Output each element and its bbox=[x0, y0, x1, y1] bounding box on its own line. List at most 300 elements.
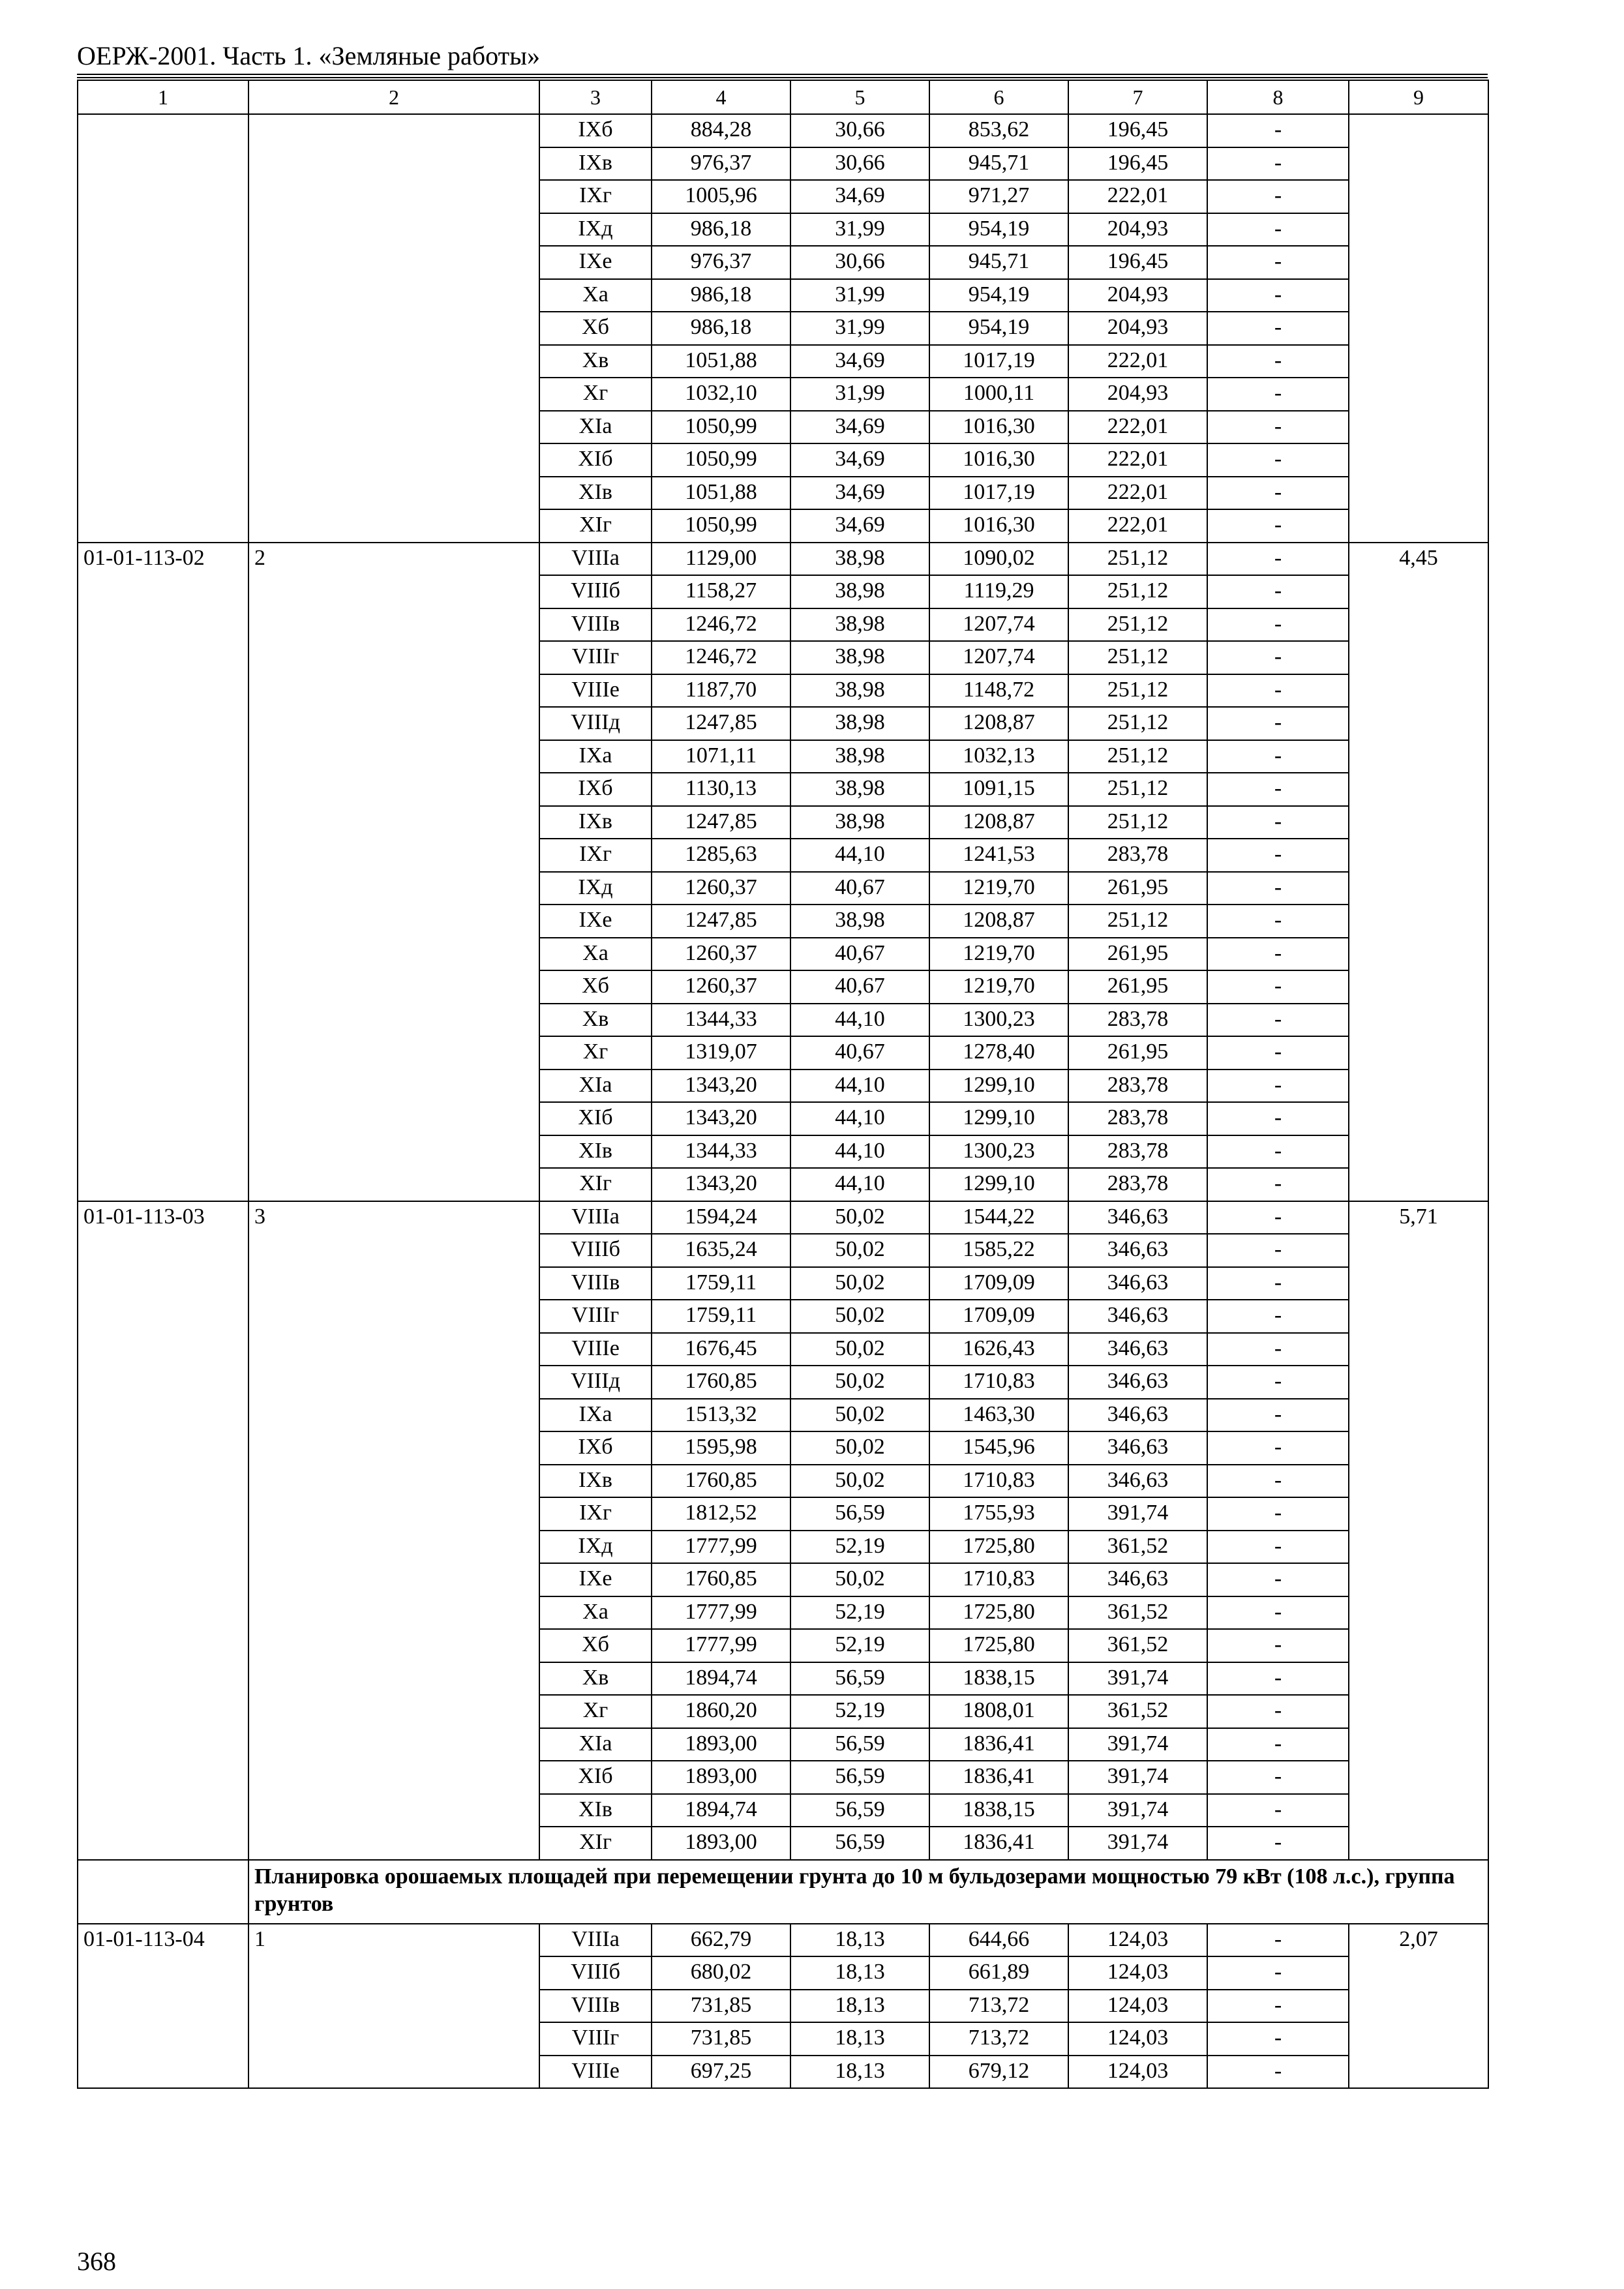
table-cell: XIб bbox=[539, 443, 652, 477]
table-cell: 1725,80 bbox=[929, 1629, 1068, 1662]
table-cell: 1344,33 bbox=[652, 1004, 790, 1037]
table-cell: 945,71 bbox=[929, 147, 1068, 181]
table-cell: - bbox=[1207, 1695, 1349, 1728]
table-cell: 986,18 bbox=[652, 213, 790, 247]
table-cell: - bbox=[1207, 575, 1349, 608]
table-cell: Xа bbox=[539, 938, 652, 971]
table-cell: - bbox=[1207, 1728, 1349, 1761]
table-cell: 1278,40 bbox=[929, 1036, 1068, 1070]
table-cell: 251,12 bbox=[1068, 740, 1207, 773]
table-cell: - bbox=[1207, 1300, 1349, 1333]
column-number: 7 bbox=[1068, 80, 1207, 114]
table-cell: 31,99 bbox=[790, 378, 929, 411]
table-cell: - bbox=[1207, 1531, 1349, 1564]
table-cell: 251,12 bbox=[1068, 905, 1207, 938]
table-cell: 1260,37 bbox=[652, 938, 790, 971]
table-cell: 1017,19 bbox=[929, 477, 1068, 510]
table-cell: 1676,45 bbox=[652, 1333, 790, 1366]
table-cell: - bbox=[1207, 246, 1349, 279]
table-cell: 391,74 bbox=[1068, 1794, 1207, 1827]
table-cell: 1812,52 bbox=[652, 1497, 790, 1531]
table-cell: 251,12 bbox=[1068, 806, 1207, 839]
table-cell: - bbox=[1207, 2022, 1349, 2056]
table-cell: - bbox=[1207, 1956, 1349, 1990]
table-cell: 50,02 bbox=[790, 1333, 929, 1366]
table-cell: XIг bbox=[539, 509, 652, 543]
table-cell: 44,10 bbox=[790, 1004, 929, 1037]
table-cell: 346,63 bbox=[1068, 1399, 1207, 1432]
table-cell: 853,62 bbox=[929, 114, 1068, 147]
table-cell: XIа bbox=[539, 1070, 652, 1103]
table-cell: 38,98 bbox=[790, 740, 929, 773]
table-cell: - bbox=[1207, 1267, 1349, 1300]
table-cell: 1051,88 bbox=[652, 345, 790, 378]
table-cell: 1207,74 bbox=[929, 641, 1068, 674]
table-cell: 38,98 bbox=[790, 575, 929, 608]
table-cell: 1463,30 bbox=[929, 1399, 1068, 1432]
column-number: 6 bbox=[929, 80, 1068, 114]
table-cell: 204,93 bbox=[1068, 312, 1207, 345]
column-number: 5 bbox=[790, 80, 929, 114]
table-cell: 1016,30 bbox=[929, 509, 1068, 543]
table-cell: - bbox=[1207, 707, 1349, 740]
table-cell: 1148,72 bbox=[929, 674, 1068, 708]
table-cell: 954,19 bbox=[929, 312, 1068, 345]
table-cell: - bbox=[1207, 509, 1349, 543]
table-cell: 31,99 bbox=[790, 213, 929, 247]
table-cell: 954,19 bbox=[929, 279, 1068, 312]
table-cell: 361,52 bbox=[1068, 1629, 1207, 1662]
table-cell: 251,12 bbox=[1068, 543, 1207, 576]
table-cell: 56,59 bbox=[790, 1827, 929, 1860]
table-cell: 124,03 bbox=[1068, 1990, 1207, 2023]
table-cell: 1836,41 bbox=[929, 1728, 1068, 1761]
table-cell: 204,93 bbox=[1068, 378, 1207, 411]
table-cell: - bbox=[1207, 345, 1349, 378]
table-cell: 1032,13 bbox=[929, 740, 1068, 773]
table-cell: 56,59 bbox=[790, 1497, 929, 1531]
column-9-cell: 2,07 bbox=[1349, 1924, 1488, 2089]
table-cell: VIIIб bbox=[539, 1956, 652, 1990]
table-cell: - bbox=[1207, 1596, 1349, 1630]
table-cell: 18,13 bbox=[790, 2056, 929, 2089]
section-title-row bbox=[78, 1860, 1488, 1924]
rates-table bbox=[77, 80, 1489, 2089]
table-cell: 1777,99 bbox=[652, 1531, 790, 1564]
table-cell: 50,02 bbox=[790, 1366, 929, 1399]
table-cell: Xг bbox=[539, 1695, 652, 1728]
table-cell: 1710,83 bbox=[929, 1366, 1068, 1399]
table-cell: - bbox=[1207, 1201, 1349, 1234]
table-cell: 261,95 bbox=[1068, 1036, 1207, 1070]
table-cell: 1071,11 bbox=[652, 740, 790, 773]
table-cell: 40,67 bbox=[790, 1036, 929, 1070]
table-cell: 38,98 bbox=[790, 674, 929, 708]
table-cell: XIа bbox=[539, 1728, 652, 1761]
table-cell: 30,66 bbox=[790, 114, 929, 147]
table-cell: Xб bbox=[539, 312, 652, 345]
table-cell: 391,74 bbox=[1068, 1728, 1207, 1761]
table-cell: 44,10 bbox=[790, 1135, 929, 1169]
table-cell: 1755,93 bbox=[929, 1497, 1068, 1531]
table-cell: VIIIа bbox=[539, 1924, 652, 1957]
table-cell: 44,10 bbox=[790, 1168, 929, 1201]
table-cell: - bbox=[1207, 839, 1349, 872]
table-cell: 50,02 bbox=[790, 1465, 929, 1498]
table-cell: 40,67 bbox=[790, 970, 929, 1004]
table-cell: IXа bbox=[539, 1399, 652, 1432]
table-cell: 1208,87 bbox=[929, 806, 1068, 839]
table-cell: XIа bbox=[539, 411, 652, 444]
table-cell: 52,19 bbox=[790, 1531, 929, 1564]
table-cell: IXа bbox=[539, 740, 652, 773]
column-number: 2 bbox=[248, 80, 539, 114]
table-cell: - bbox=[1207, 1070, 1349, 1103]
soil-group-cell bbox=[248, 114, 539, 543]
table-cell: IXг bbox=[539, 180, 652, 213]
table-cell: IXе bbox=[539, 246, 652, 279]
table-cell: 124,03 bbox=[1068, 2022, 1207, 2056]
table-cell: 18,13 bbox=[790, 2022, 929, 2056]
table-cell: 1246,72 bbox=[652, 608, 790, 642]
table-cell: 713,72 bbox=[929, 1990, 1068, 2023]
table-cell: 251,12 bbox=[1068, 674, 1207, 708]
column-9-cell bbox=[1349, 114, 1488, 543]
table-cell: 31,99 bbox=[790, 312, 929, 345]
table-cell: 986,18 bbox=[652, 312, 790, 345]
table-cell: - bbox=[1207, 378, 1349, 411]
table-cell: 1725,80 bbox=[929, 1596, 1068, 1630]
table-cell: 1893,00 bbox=[652, 1827, 790, 1860]
table-cell: VIIIа bbox=[539, 543, 652, 576]
table-cell: 1241,53 bbox=[929, 839, 1068, 872]
table-cell: 204,93 bbox=[1068, 213, 1207, 247]
table-cell: IXе bbox=[539, 1563, 652, 1596]
table-cell: 283,78 bbox=[1068, 1070, 1207, 1103]
table-cell: 346,63 bbox=[1068, 1333, 1207, 1366]
table-cell: 1710,83 bbox=[929, 1465, 1068, 1498]
table-cell: 954,19 bbox=[929, 213, 1068, 247]
table-cell: XIб bbox=[539, 1102, 652, 1135]
table-cell: 1032,10 bbox=[652, 378, 790, 411]
column-number-row bbox=[78, 80, 1488, 114]
table-cell: 1219,70 bbox=[929, 872, 1068, 905]
table-cell: - bbox=[1207, 477, 1349, 510]
table-cell: - bbox=[1207, 443, 1349, 477]
table-cell: 1709,09 bbox=[929, 1267, 1068, 1300]
table-cell: 18,13 bbox=[790, 1956, 929, 1990]
rates-table-body bbox=[78, 80, 1488, 2088]
table-cell: - bbox=[1207, 1563, 1349, 1596]
table-cell: 1585,22 bbox=[929, 1234, 1068, 1267]
table-cell: - bbox=[1207, 1629, 1349, 1662]
table-cell: 222,01 bbox=[1068, 443, 1207, 477]
table-cell: 34,69 bbox=[790, 411, 929, 444]
table-cell: 204,93 bbox=[1068, 279, 1207, 312]
table-cell: 1838,15 bbox=[929, 1662, 1068, 1696]
table-cell: 1343,20 bbox=[652, 1070, 790, 1103]
table-cell: 1119,29 bbox=[929, 575, 1068, 608]
table-cell: - bbox=[1207, 740, 1349, 773]
table-cell: 391,74 bbox=[1068, 1497, 1207, 1531]
table-cell: 1260,37 bbox=[652, 872, 790, 905]
table-cell: Xв bbox=[539, 1004, 652, 1037]
column-number: 8 bbox=[1207, 80, 1349, 114]
table-cell: 222,01 bbox=[1068, 411, 1207, 444]
table-cell: 1219,70 bbox=[929, 938, 1068, 971]
table-cell: 283,78 bbox=[1068, 1135, 1207, 1169]
table-cell: 1544,22 bbox=[929, 1201, 1068, 1234]
table-cell: Xг bbox=[539, 1036, 652, 1070]
table-cell: 196,45 bbox=[1068, 114, 1207, 147]
table-cell: 1090,02 bbox=[929, 543, 1068, 576]
table-cell: 1246,72 bbox=[652, 641, 790, 674]
table-cell: 1319,07 bbox=[652, 1036, 790, 1070]
header-rule bbox=[77, 74, 1488, 78]
table-cell: 50,02 bbox=[790, 1201, 929, 1234]
rate-code-cell: 01-01-113-03 bbox=[78, 1201, 248, 1860]
table-cell: - bbox=[1207, 1465, 1349, 1498]
table-cell: 50,02 bbox=[790, 1399, 929, 1432]
table-cell: 1838,15 bbox=[929, 1794, 1068, 1827]
table-cell: Xг bbox=[539, 378, 652, 411]
table-cell: 50,02 bbox=[790, 1234, 929, 1267]
table-cell: - bbox=[1207, 608, 1349, 642]
table-cell: - bbox=[1207, 114, 1349, 147]
table-cell: Xб bbox=[539, 970, 652, 1004]
table-cell: 346,63 bbox=[1068, 1431, 1207, 1465]
table-cell: 713,72 bbox=[929, 2022, 1068, 2056]
table-cell: 1343,20 bbox=[652, 1168, 790, 1201]
table-cell: 1299,10 bbox=[929, 1102, 1068, 1135]
table-cell: 679,12 bbox=[929, 2056, 1068, 2089]
table-cell: - bbox=[1207, 1794, 1349, 1827]
table-cell: - bbox=[1207, 1366, 1349, 1399]
table-cell: 124,03 bbox=[1068, 1956, 1207, 1990]
table-cell: 44,10 bbox=[790, 1102, 929, 1135]
table-cell: 196,45 bbox=[1068, 246, 1207, 279]
table-cell: 34,69 bbox=[790, 477, 929, 510]
table-cell: 1000,11 bbox=[929, 378, 1068, 411]
table-cell: 697,25 bbox=[652, 2056, 790, 2089]
table-cell: Xа bbox=[539, 1596, 652, 1630]
table-cell: - bbox=[1207, 1004, 1349, 1037]
table-cell: - bbox=[1207, 213, 1349, 247]
table-cell: - bbox=[1207, 806, 1349, 839]
table-cell: 1594,24 bbox=[652, 1201, 790, 1234]
table-cell: 1759,11 bbox=[652, 1300, 790, 1333]
table-cell: 44,10 bbox=[790, 1070, 929, 1103]
table-row bbox=[78, 543, 1488, 576]
table-row bbox=[78, 1201, 1488, 1234]
table-cell: 56,59 bbox=[790, 1794, 929, 1827]
table-cell: 1343,20 bbox=[652, 1102, 790, 1135]
table-cell: - bbox=[1207, 1036, 1349, 1070]
table-cell: VIIIе bbox=[539, 2056, 652, 2089]
table-cell: 283,78 bbox=[1068, 839, 1207, 872]
table-cell: 30,66 bbox=[790, 246, 929, 279]
table-cell: 1635,24 bbox=[652, 1234, 790, 1267]
table-cell: 731,85 bbox=[652, 2022, 790, 2056]
table-cell: 283,78 bbox=[1068, 1004, 1207, 1037]
column-number: 3 bbox=[539, 80, 652, 114]
table-cell: VIIIе bbox=[539, 674, 652, 708]
table-cell: 1894,74 bbox=[652, 1794, 790, 1827]
soil-group-cell: 1 bbox=[248, 1924, 539, 2089]
table-cell: 661,89 bbox=[929, 1956, 1068, 1990]
column-9-cell: 4,45 bbox=[1349, 543, 1488, 1201]
table-row bbox=[78, 1924, 1488, 1957]
table-cell: VIIIв bbox=[539, 1990, 652, 2023]
page-header-title: ОЕРЖ-2001. Часть 1. «Земляные работы» bbox=[77, 41, 540, 70]
table-cell: 34,69 bbox=[790, 345, 929, 378]
table-cell: 124,03 bbox=[1068, 2056, 1207, 2089]
table-cell: 1091,15 bbox=[929, 773, 1068, 806]
table-cell: 1894,74 bbox=[652, 1662, 790, 1696]
table-cell: - bbox=[1207, 1431, 1349, 1465]
table-cell: 50,02 bbox=[790, 1431, 929, 1465]
table-cell: IXд bbox=[539, 213, 652, 247]
table-cell: 1208,87 bbox=[929, 905, 1068, 938]
table-cell: 1050,99 bbox=[652, 411, 790, 444]
table-cell: XIв bbox=[539, 1135, 652, 1169]
table-cell: 222,01 bbox=[1068, 180, 1207, 213]
table-cell: IXг bbox=[539, 839, 652, 872]
table-cell: XIб bbox=[539, 1761, 652, 1794]
table-cell: 50,02 bbox=[790, 1563, 929, 1596]
table-cell: - bbox=[1207, 674, 1349, 708]
table-cell: - bbox=[1207, 773, 1349, 806]
table-cell: - bbox=[1207, 147, 1349, 181]
table-cell: - bbox=[1207, 872, 1349, 905]
table-cell: - bbox=[1207, 411, 1349, 444]
table-cell: 52,19 bbox=[790, 1695, 929, 1728]
table-cell: 50,02 bbox=[790, 1267, 929, 1300]
table-cell: 680,02 bbox=[652, 1956, 790, 1990]
table-cell: 1808,01 bbox=[929, 1695, 1068, 1728]
table-cell: - bbox=[1207, 543, 1349, 576]
table-cell: 1300,23 bbox=[929, 1004, 1068, 1037]
table-cell: 1017,19 bbox=[929, 345, 1068, 378]
table-cell: 1050,99 bbox=[652, 509, 790, 543]
table-cell: VIIIе bbox=[539, 1333, 652, 1366]
table-cell: - bbox=[1207, 1497, 1349, 1531]
table-cell: 251,12 bbox=[1068, 773, 1207, 806]
page-number: 368 bbox=[77, 2247, 116, 2276]
table-cell: - bbox=[1207, 1924, 1349, 1957]
table-cell: 18,13 bbox=[790, 1990, 929, 2023]
table-row bbox=[78, 114, 1488, 147]
table-cell: Xа bbox=[539, 279, 652, 312]
table-cell: - bbox=[1207, 905, 1349, 938]
table-cell: 1836,41 bbox=[929, 1827, 1068, 1860]
column-number: 9 bbox=[1349, 80, 1488, 114]
table-cell: 1725,80 bbox=[929, 1531, 1068, 1564]
table-cell: 1710,83 bbox=[929, 1563, 1068, 1596]
table-cell: - bbox=[1207, 1761, 1349, 1794]
table-cell: 346,63 bbox=[1068, 1234, 1207, 1267]
rate-code-cell bbox=[78, 114, 248, 543]
table-cell: 644,66 bbox=[929, 1924, 1068, 1957]
table-cell: 30,66 bbox=[790, 147, 929, 181]
table-cell: 1016,30 bbox=[929, 411, 1068, 444]
table-cell: 1158,27 bbox=[652, 575, 790, 608]
table-cell: XIв bbox=[539, 477, 652, 510]
table-cell: - bbox=[1207, 641, 1349, 674]
table-cell: 251,12 bbox=[1068, 575, 1207, 608]
table-cell: 1595,98 bbox=[652, 1431, 790, 1465]
column-number: 4 bbox=[652, 80, 790, 114]
table-cell: 1208,87 bbox=[929, 707, 1068, 740]
table-cell: IXб bbox=[539, 114, 652, 147]
table-cell: 18,13 bbox=[790, 1924, 929, 1957]
table-cell: 222,01 bbox=[1068, 345, 1207, 378]
table-cell: 34,69 bbox=[790, 443, 929, 477]
table-cell: 56,59 bbox=[790, 1761, 929, 1794]
table-cell: - bbox=[1207, 1234, 1349, 1267]
table-cell: 1219,70 bbox=[929, 970, 1068, 1004]
column-number: 1 bbox=[78, 80, 248, 114]
table-cell: - bbox=[1207, 279, 1349, 312]
table-cell: 1247,85 bbox=[652, 806, 790, 839]
table-cell: 1299,10 bbox=[929, 1070, 1068, 1103]
table-cell: 50,02 bbox=[790, 1300, 929, 1333]
table-cell: 261,95 bbox=[1068, 970, 1207, 1004]
table-cell: 1759,11 bbox=[652, 1267, 790, 1300]
table-cell: VIIIв bbox=[539, 1267, 652, 1300]
table-cell: 196,45 bbox=[1068, 147, 1207, 181]
table-cell: Xв bbox=[539, 1662, 652, 1696]
table-cell: 38,98 bbox=[790, 773, 929, 806]
table-cell: 346,63 bbox=[1068, 1563, 1207, 1596]
table-cell: - bbox=[1207, 1399, 1349, 1432]
table-cell: 1777,99 bbox=[652, 1596, 790, 1630]
table-cell: 1860,20 bbox=[652, 1695, 790, 1728]
table-cell: 283,78 bbox=[1068, 1168, 1207, 1201]
table-cell: 1285,63 bbox=[652, 839, 790, 872]
table-cell: 261,95 bbox=[1068, 938, 1207, 971]
table-cell: Xв bbox=[539, 345, 652, 378]
table-cell: 346,63 bbox=[1068, 1267, 1207, 1300]
table-cell: 391,74 bbox=[1068, 1827, 1207, 1860]
table-cell: VIIIа bbox=[539, 1201, 652, 1234]
table-cell: 34,69 bbox=[790, 180, 929, 213]
table-cell: 52,19 bbox=[790, 1596, 929, 1630]
rate-code-cell: 01-01-113-04 bbox=[78, 1924, 248, 2089]
table-cell: IXг bbox=[539, 1497, 652, 1531]
table-cell: XIг bbox=[539, 1168, 652, 1201]
column-9-cell: 5,71 bbox=[1349, 1201, 1488, 1860]
table-cell: 222,01 bbox=[1068, 509, 1207, 543]
table-cell: 971,27 bbox=[929, 180, 1068, 213]
table-cell: 38,98 bbox=[790, 608, 929, 642]
table-cell: 251,12 bbox=[1068, 641, 1207, 674]
table-cell: 884,28 bbox=[652, 114, 790, 147]
table-cell: 34,69 bbox=[790, 509, 929, 543]
table-cell: 1260,37 bbox=[652, 970, 790, 1004]
table-cell: - bbox=[1207, 1168, 1349, 1201]
table-cell: Xб bbox=[539, 1629, 652, 1662]
table-cell: 1129,00 bbox=[652, 543, 790, 576]
section-title: Планировка орошаемых площадей при перемещении грунта до 10 м бульдозерами мощностью 79 кВт (108 л.с.), группа грунтов bbox=[248, 1860, 1488, 1924]
table-cell: VIIIг bbox=[539, 1300, 652, 1333]
table-cell: 1247,85 bbox=[652, 707, 790, 740]
table-cell: IXб bbox=[539, 773, 652, 806]
table-cell: - bbox=[1207, 970, 1349, 1004]
table-cell: 124,03 bbox=[1068, 1924, 1207, 1957]
table-cell: 1760,85 bbox=[652, 1563, 790, 1596]
table-cell: 1130,13 bbox=[652, 773, 790, 806]
